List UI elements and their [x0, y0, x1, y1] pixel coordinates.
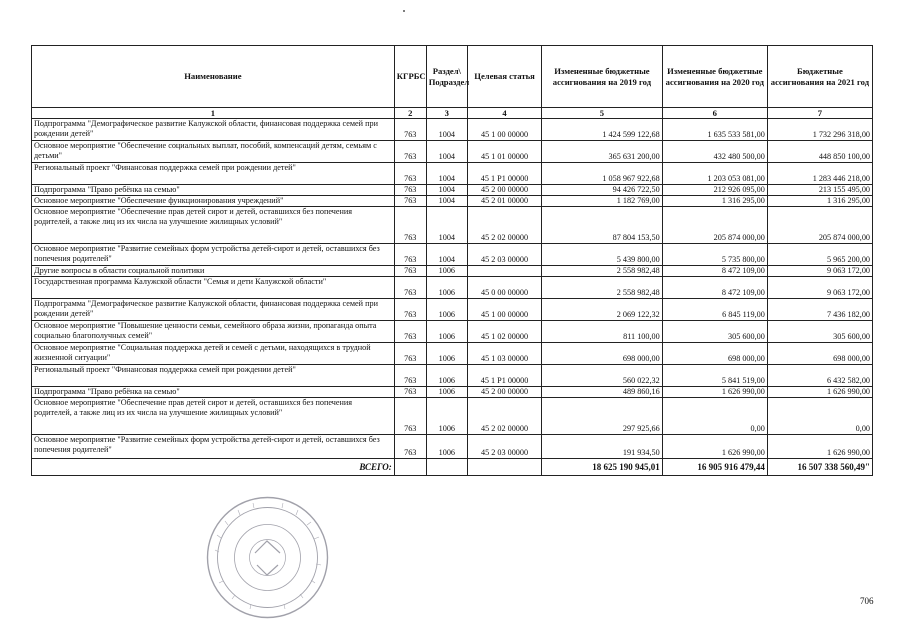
row-kgrbs: 763: [394, 343, 426, 365]
official-seal-stamp: [205, 495, 330, 620]
table-row: [32, 141, 873, 163]
table-row: [32, 343, 873, 365]
row-2020: 5 841 519,00: [662, 365, 767, 387]
row-2019: 811 100,00: [542, 321, 663, 343]
row-name: Основное мероприятие "Обеспечение функционирования учреждений": [32, 196, 395, 207]
row-name: Основное мероприятие "Обеспечение прав детей сирот и детей, оставшихся без попечения родителей, а также лиц из их числа на улучшение жилищных условий": [32, 207, 395, 244]
table-row: [32, 321, 873, 343]
column-number-row: [32, 108, 873, 119]
row-name: Подпрограмма "Демографическое развитие Калужской области, финансовая поддержка семей при рождении детей": [32, 299, 395, 321]
row-2020: 432 480 500,00: [662, 141, 767, 163]
row-2020: 698 000,00: [662, 343, 767, 365]
header-section: Раздел\ Подраздел: [426, 46, 467, 108]
total-row: [32, 459, 873, 476]
page-number: 706: [860, 596, 874, 606]
table-row: [32, 387, 873, 398]
row-2021: 5 965 200,00: [767, 244, 872, 266]
row-2021: 1 626 990,00: [767, 435, 872, 459]
row-kgrbs: 763: [394, 387, 426, 398]
row-kgrbs: 763: [394, 299, 426, 321]
row-2019: 87 804 153,50: [542, 207, 663, 244]
row-name: Подпрограмма "Право ребёнка на семью": [32, 185, 395, 196]
row-target: 45 1 03 00000: [467, 343, 541, 365]
row-section: 1006: [426, 398, 467, 435]
table-row: [32, 119, 873, 141]
row-name: Основное мероприятие "Социальная поддержка детей и семей с детьми, находящихся в трудной жизненной ситуации": [32, 343, 395, 365]
row-kgrbs: 763: [394, 435, 426, 459]
row-2020: 0,00: [662, 398, 767, 435]
header-name: Наименование: [32, 46, 395, 108]
row-2020: 1 203 053 081,00: [662, 163, 767, 185]
colnum: 3: [426, 108, 467, 119]
table-header-row: [32, 46, 873, 108]
colnum: 4: [467, 108, 541, 119]
total-empty-cell: [426, 459, 467, 476]
row-section: 1006: [426, 299, 467, 321]
row-2021: 9 063 172,00: [767, 277, 872, 299]
row-2020: 1 626 990,00: [662, 387, 767, 398]
row-target: 45 1 00 00000: [467, 119, 541, 141]
table-row: [32, 435, 873, 459]
row-section: 1006: [426, 343, 467, 365]
row-section: 1006: [426, 277, 467, 299]
row-2021: 0,00: [767, 398, 872, 435]
colnum: 1: [32, 108, 395, 119]
row-name: Основное мероприятие "Обеспечение социальных выплат, пособий, компенсаций детям, семьям с детьми": [32, 141, 395, 163]
row-target: 45 2 01 00000: [467, 196, 541, 207]
table-row: [32, 277, 873, 299]
row-2021: 448 850 100,00: [767, 141, 872, 163]
row-kgrbs: 763: [394, 244, 426, 266]
row-section: 1006: [426, 435, 467, 459]
row-2021: 1 283 446 218,00: [767, 163, 872, 185]
row-2020: 6 845 119,00: [662, 299, 767, 321]
row-2020: 212 926 095,00: [662, 185, 767, 196]
header-target: Целевая статья: [467, 46, 541, 108]
row-kgrbs: 763: [394, 365, 426, 387]
header-2020: Измененные бюджетные ассигнования на 2020 год: [662, 46, 767, 108]
row-2019: 365 631 200,00: [542, 141, 663, 163]
row-kgrbs: 763: [394, 185, 426, 196]
row-2019: 1 424 599 122,68: [542, 119, 663, 141]
row-kgrbs: 763: [394, 119, 426, 141]
row-2020: 305 600,00: [662, 321, 767, 343]
table-row: [32, 163, 873, 185]
row-2021: 1 316 295,00: [767, 196, 872, 207]
total-2021: 16 507 338 560,49": [767, 459, 872, 476]
row-2020: 1 316 295,00: [662, 196, 767, 207]
colnum: 5: [542, 108, 663, 119]
colnum: 2: [394, 108, 426, 119]
table-row: [32, 299, 873, 321]
colnum: 7: [767, 108, 872, 119]
total-empty-cell: [467, 459, 541, 476]
row-2019: 191 934,50: [542, 435, 663, 459]
row-2019: 2 558 982,48: [542, 277, 663, 299]
row-2020: 8 472 109,00: [662, 266, 767, 277]
row-kgrbs: 763: [394, 266, 426, 277]
table-row: [32, 244, 873, 266]
row-2020: 205 874 000,00: [662, 207, 767, 244]
row-2021: 213 155 495,00: [767, 185, 872, 196]
row-name: Государственная программа Калужской области "Семья и дети Калужской области": [32, 277, 395, 299]
row-2019: 5 439 800,00: [542, 244, 663, 266]
row-2021: 1 732 296 318,00: [767, 119, 872, 141]
row-section: 1004: [426, 244, 467, 266]
row-section: 1004: [426, 196, 467, 207]
row-name: Подпрограмма "Право ребёнка на семью": [32, 387, 395, 398]
row-2019: 2 069 122,32: [542, 299, 663, 321]
total-2019: 18 625 190 945,01: [542, 459, 663, 476]
row-section: 1004: [426, 141, 467, 163]
row-name: Основное мероприятие "Развитие семейных форм устройства детей-сирот и детей, оставшихся без попечения родителей": [32, 244, 395, 266]
header-2019: Измененные бюджетные ассигнования на 2019 год: [542, 46, 663, 108]
row-section: 1004: [426, 185, 467, 196]
row-2021: 305 600,00: [767, 321, 872, 343]
row-2019: 94 426 722,50: [542, 185, 663, 196]
scan-speck: [403, 10, 405, 12]
row-2019: 560 022,32: [542, 365, 663, 387]
row-name: Подпрограмма "Демографическое развитие Калужской области, финансовая поддержка семей при рождении детей": [32, 119, 395, 141]
row-2019: 1 058 967 922,68: [542, 163, 663, 185]
row-target: 45 2 03 00000: [467, 244, 541, 266]
row-2021: 9 063 172,00: [767, 266, 872, 277]
table-row: [32, 365, 873, 387]
budget-table: [31, 45, 873, 476]
row-section: 1006: [426, 365, 467, 387]
row-2020: 5 735 800,00: [662, 244, 767, 266]
row-target: 45 2 02 00000: [467, 207, 541, 244]
header-2021: Бюджетные ассигнования на 2021 год: [767, 46, 872, 108]
row-target: 45 2 00 00000: [467, 387, 541, 398]
row-name: Региональный проект "Финансовая поддержка семей при рождении детей": [32, 163, 395, 185]
row-target: 45 2 02 00000: [467, 398, 541, 435]
row-2021: 7 436 182,00: [767, 299, 872, 321]
row-kgrbs: 763: [394, 277, 426, 299]
table-row: [32, 207, 873, 244]
row-kgrbs: 763: [394, 321, 426, 343]
row-target: [467, 266, 541, 277]
row-2020: 1 626 990,00: [662, 435, 767, 459]
row-2019: 489 860,16: [542, 387, 663, 398]
row-target: 45 1 00 00000: [467, 299, 541, 321]
row-2019: 698 000,00: [542, 343, 663, 365]
row-kgrbs: 763: [394, 141, 426, 163]
row-target: 45 1 P1 00000: [467, 365, 541, 387]
total-label: ВСЕГО:: [32, 459, 395, 476]
row-2021: 6 432 582,00: [767, 365, 872, 387]
row-target: 45 1 01 00000: [467, 141, 541, 163]
row-2019: 2 558 982,48: [542, 266, 663, 277]
table-row: [32, 185, 873, 196]
row-target: 45 2 03 00000: [467, 435, 541, 459]
row-section: 1004: [426, 207, 467, 244]
header-kgrbs: КГРБС: [394, 46, 426, 108]
row-target: 45 0 00 00000: [467, 277, 541, 299]
table-body: [32, 119, 873, 459]
row-target: 45 1 P1 00000: [467, 163, 541, 185]
row-section: 1004: [426, 119, 467, 141]
row-2021: 205 874 000,00: [767, 207, 872, 244]
row-kgrbs: 763: [394, 398, 426, 435]
row-section: 1006: [426, 321, 467, 343]
row-name: Основное мероприятие "Обеспечение прав детей сирот и детей, оставшихся без попечения родителей, а также лиц из их числа на улучшение жилищных условий": [32, 398, 395, 435]
row-kgrbs: 763: [394, 163, 426, 185]
table-row: [32, 196, 873, 207]
table-row: [32, 398, 873, 435]
row-kgrbs: 763: [394, 207, 426, 244]
total-empty-cell: [394, 459, 426, 476]
total-2020: 16 905 916 479,44: [662, 459, 767, 476]
row-section: 1004: [426, 163, 467, 185]
row-target: 45 1 02 00000: [467, 321, 541, 343]
row-target: 45 2 00 00000: [467, 185, 541, 196]
row-2021: 1 626 990,00: [767, 387, 872, 398]
row-name: Основное мероприятие "Повышение ценности семьи, семейного образа жизни, пропаганда опыта социально благополучных семей": [32, 321, 395, 343]
row-2020: 8 472 109,00: [662, 277, 767, 299]
row-kgrbs: 763: [394, 196, 426, 207]
row-name: Другие вопросы в области социальной политики: [32, 266, 395, 277]
table-row: [32, 266, 873, 277]
colnum: 6: [662, 108, 767, 119]
row-2020: 1 635 533 581,00: [662, 119, 767, 141]
row-section: 1006: [426, 266, 467, 277]
row-2019: 297 925,66: [542, 398, 663, 435]
row-name: Основное мероприятие "Развитие семейных форм устройства детей-сирот и детей, оставшихся без попечения родителей": [32, 435, 395, 459]
row-name: Региональный проект "Финансовая поддержка семей при рождении детей": [32, 365, 395, 387]
row-2019: 1 182 769,00: [542, 196, 663, 207]
row-section: 1006: [426, 387, 467, 398]
row-2021: 698 000,00: [767, 343, 872, 365]
